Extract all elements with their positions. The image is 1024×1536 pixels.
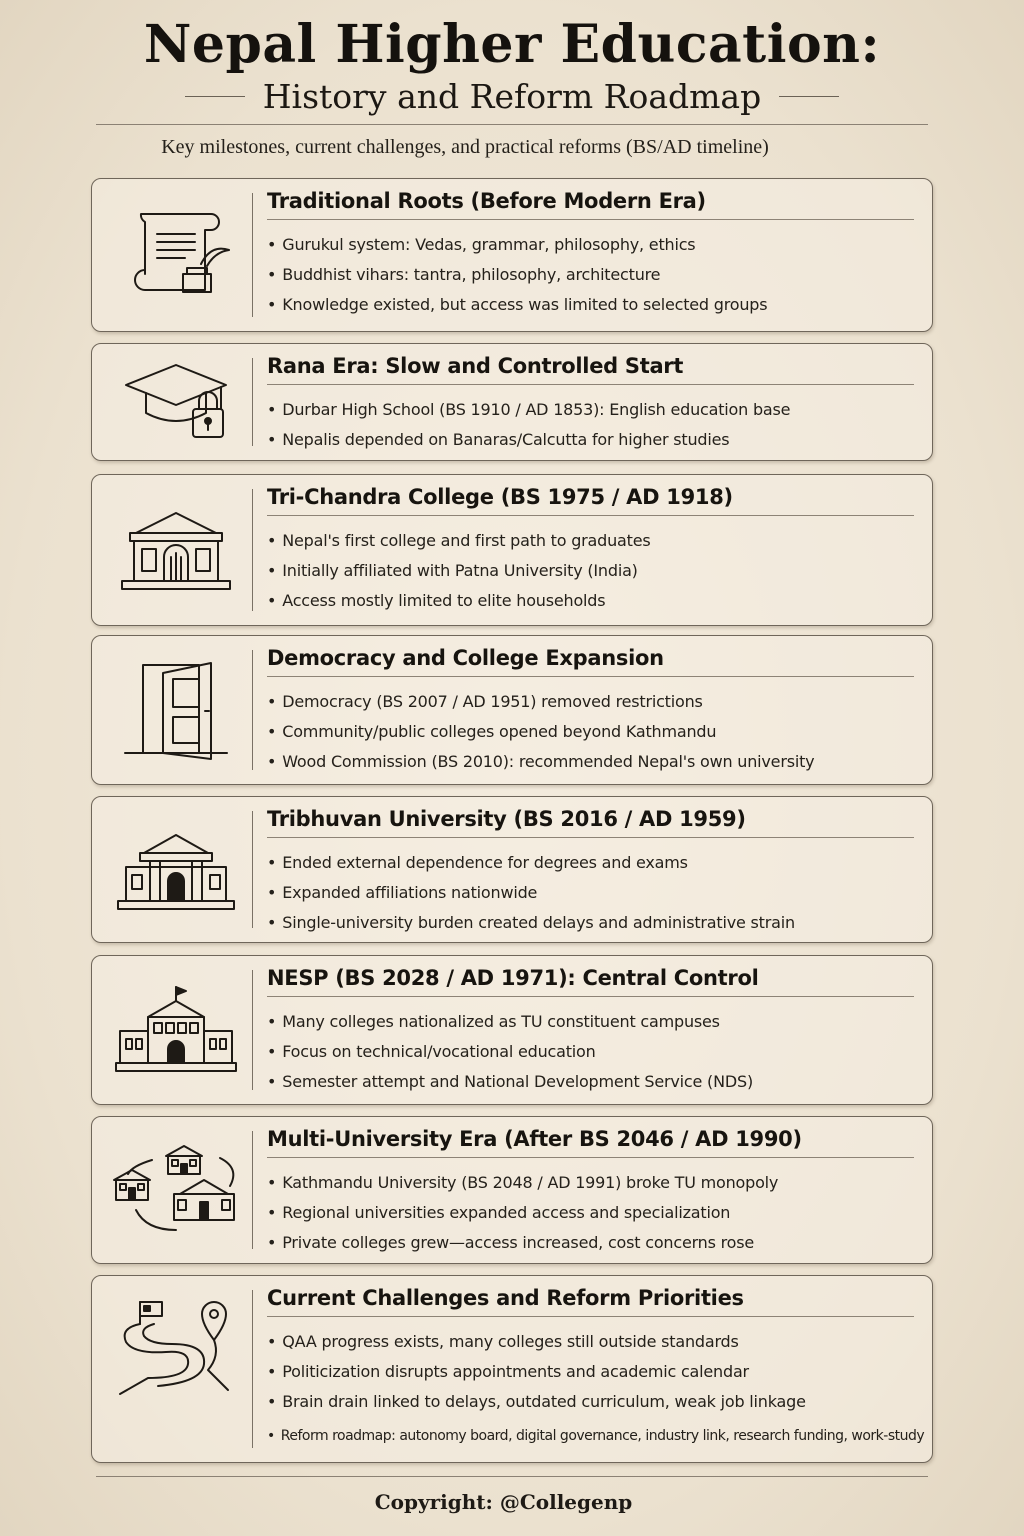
- section-bullet: • Democracy (BS 2007 / AD 1951) removed restrictions: [267, 692, 703, 711]
- section-bullet: • Single-university burden created delays and administrative strain: [267, 913, 795, 932]
- section-bullet: • Initially affiliated with Patna University (India): [267, 561, 638, 580]
- section-bullet: • Buddhist vihars: tantra, philosophy, architecture: [267, 265, 661, 284]
- college-building-icon: [106, 485, 246, 615]
- section-heading: Tribhuvan University (BS 2016 / AD 1959): [267, 807, 914, 838]
- section-bullet: • Access mostly limited to elite households: [267, 591, 606, 610]
- section-bullet: • Nepalis depended on Banaras/Calcutta for higher studies: [267, 430, 730, 449]
- section-divider: [252, 358, 253, 446]
- section-divider: [252, 650, 253, 770]
- section-bullet: • Brain drain linked to delays, outdated curriculum, weak job linkage: [267, 1392, 806, 1411]
- graduation-cap-lock-icon: [106, 354, 246, 450]
- multiple-buildings-icon: [106, 1125, 246, 1255]
- section-bullet: • Focus on technical/vocational education: [267, 1042, 596, 1061]
- section-card-traditional-roots: [91, 178, 933, 332]
- campus-building-flag-icon: [106, 966, 246, 1094]
- section-bullet: • Durbar High School (BS 1910 / AD 1853): English education base: [267, 400, 791, 419]
- section-heading: Tri-Chandra College (BS 1975 / AD 1918): [267, 485, 914, 516]
- section-card-current-challenges: [91, 1275, 933, 1463]
- section-bullet: • Kathmandu University (BS 2048 / AD 1991) broke TU monopoly: [267, 1173, 779, 1192]
- section-card-rana-era: [91, 343, 933, 461]
- subtitle-right-rule: [779, 96, 839, 97]
- section-bullet: • Reform roadmap: autonomy board, digital governance, industry link, research funding, work-study: [267, 1428, 925, 1444]
- section-heading: Multi-University Era (After BS 2046 / AD 1990): [267, 1127, 914, 1158]
- section-bullet: • Regional universities expanded access and specialization: [267, 1203, 731, 1222]
- section-bullet: • Knowledge existed, but access was limited to selected groups: [267, 295, 768, 314]
- section-card-democracy: [91, 635, 933, 785]
- section-heading: Traditional Roots (Before Modern Era): [267, 189, 914, 220]
- scroll-inkwell-icon: [106, 189, 246, 319]
- section-divider: [252, 970, 253, 1090]
- section-card-multi-university: [91, 1116, 933, 1264]
- tagline: Key milestones, current challenges, and practical reforms (BS/AD timeline): [161, 136, 769, 158]
- subtitle-row: [0, 76, 1024, 116]
- section-bullet: • Wood Commission (BS 2010): recommended Nepal's own university: [267, 752, 815, 771]
- section-heading: Current Challenges and Reform Priorities: [267, 1286, 914, 1317]
- copyright-text: Copyright: @Collegenp: [374, 1490, 633, 1514]
- section-heading: Rana Era: Slow and Controlled Start: [267, 354, 914, 385]
- section-bullet: • Semester attempt and National Development Service (NDS): [267, 1072, 753, 1091]
- section-bullet: • Many colleges nationalized as TU constituent campuses: [267, 1012, 720, 1031]
- section-divider: [252, 1131, 253, 1249]
- section-divider: [252, 489, 253, 611]
- section-divider: [252, 1290, 253, 1448]
- header-divider: [96, 124, 928, 125]
- page-title: Nepal Higher Education:: [143, 14, 881, 75]
- section-divider: [252, 811, 253, 928]
- section-bullet: • Politicization disrupts appointments and academic calendar: [267, 1362, 749, 1381]
- section-bullet: • Ended external dependence for degrees and exams: [267, 853, 688, 872]
- section-bullet: • Gurukul system: Vedas, grammar, philosophy, ethics: [267, 235, 696, 254]
- section-card-tribhuvan-university: [91, 796, 933, 943]
- footer-divider: [96, 1476, 928, 1477]
- road-map-pin-icon: [106, 1286, 246, 1406]
- section-bullet: • Expanded affiliations nationwide: [267, 883, 538, 902]
- section-heading: Democracy and College Expansion: [267, 646, 914, 677]
- section-divider: [252, 193, 253, 317]
- university-building-icon: [106, 807, 246, 932]
- section-bullet: • QAA progress exists, many colleges still outside standards: [267, 1332, 739, 1351]
- section-bullet: • Nepal's first college and first path to graduates: [267, 531, 651, 550]
- section-card-nesp: [91, 955, 933, 1105]
- section-bullet: • Private colleges grew—access increased, cost concerns rose: [267, 1233, 755, 1252]
- page-subtitle: History and Reform Roadmap: [262, 76, 762, 116]
- section-card-tri-chandra: [91, 474, 933, 626]
- open-door-icon: [106, 646, 246, 776]
- section-bullet: • Community/public colleges opened beyond Kathmandu: [267, 722, 717, 741]
- subtitle-left-rule: [185, 96, 245, 97]
- section-heading: NESP (BS 2028 / AD 1971): Central Control: [267, 966, 914, 997]
